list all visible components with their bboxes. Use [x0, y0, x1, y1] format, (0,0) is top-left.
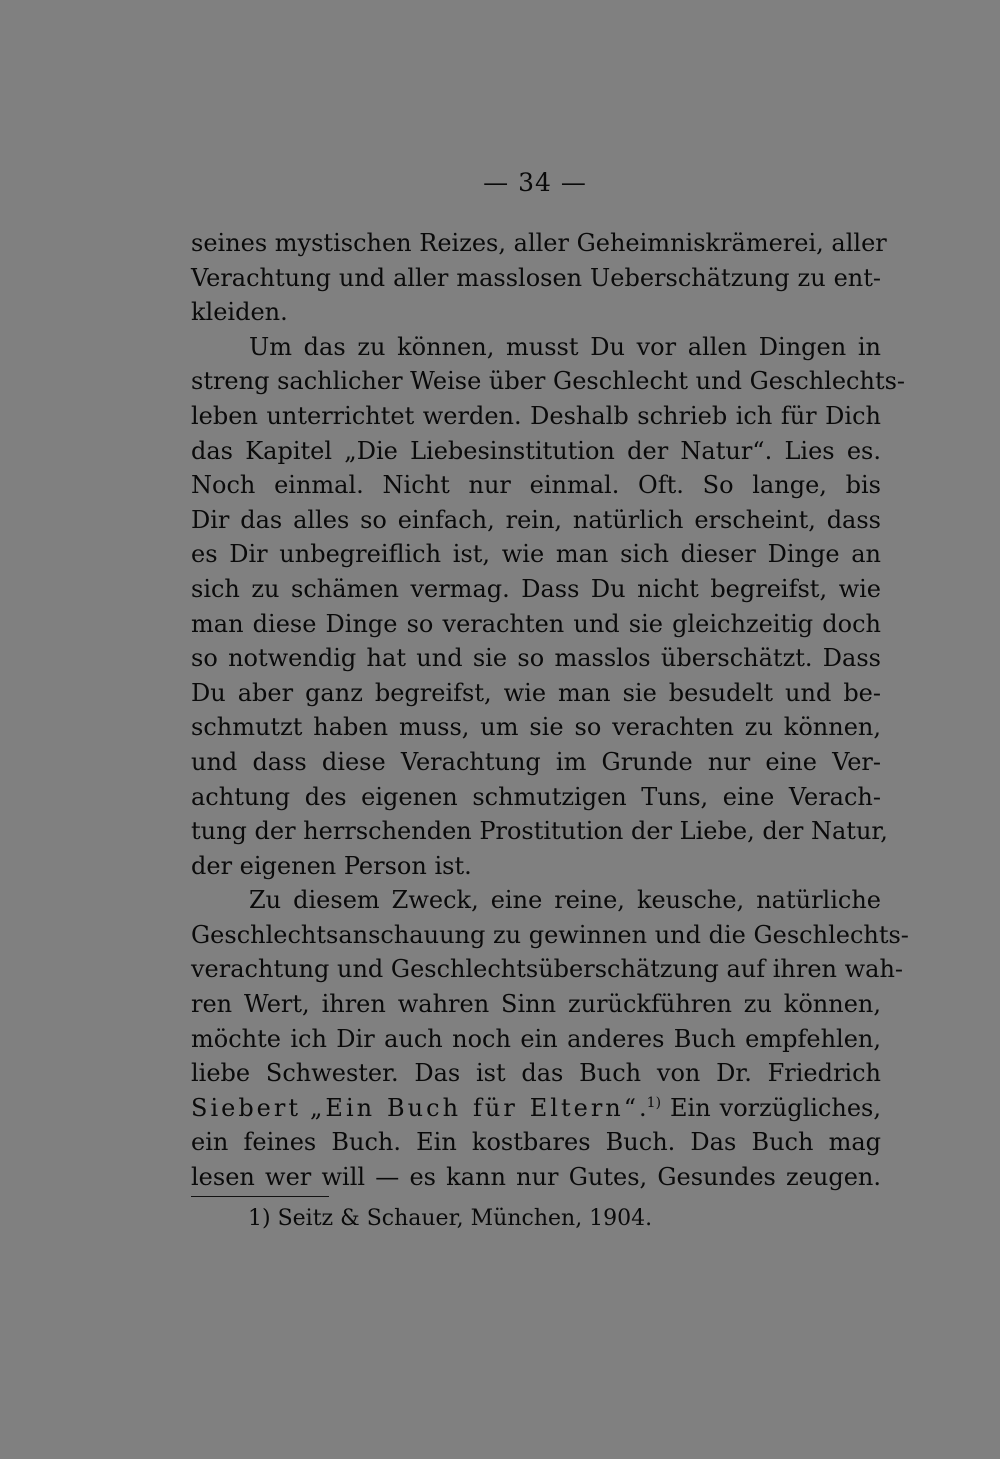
- text-line: lesen wer will — es kann nur Gutes, Gesundes zeugen.: [191, 1163, 881, 1192]
- text-line: Noch einmal. Nicht nur einmal. Oft. So lange, bis: [191, 471, 881, 500]
- text-line: und dass diese Verachtung im Grunde nur eine Ver-: [191, 747, 881, 776]
- page-number: — 34 —: [483, 168, 587, 197]
- text-line: [191, 1091, 881, 1126]
- punctuation: .: [639, 1093, 647, 1122]
- text-line: tung der herrschenden Prostitution der Liebe, der Natur,: [191, 817, 888, 846]
- text-line: ein feines Buch. Ein kostbares Buch. Das Buch mag: [191, 1128, 881, 1157]
- body-text: [191, 226, 909, 1195]
- text-line: so notwendig hat und sie so masslos überschätzt. Dass: [191, 644, 881, 673]
- text-line: man diese Dinge so verachten und sie gleichzeitig doch: [191, 609, 881, 638]
- text-line: Zu diesem Zweck, eine reine, keusche, natürliche: [249, 886, 881, 915]
- text-line: liebe Schwester. Das ist das Buch von Dr. Friedrich: [191, 1059, 881, 1088]
- text-line: achtung des eigenen schmutzigen Tuns, eine Verach-: [191, 782, 881, 811]
- text-span: Ein vorzügliches,: [661, 1093, 881, 1122]
- text-line: der eigenen Person ist.: [191, 851, 472, 880]
- text-line: Geschlechtsanschauung zu gewinnen und die Geschlechts-: [191, 920, 909, 949]
- text-line: möchte ich Dir auch noch ein anderes Buch empfehlen,: [191, 1024, 881, 1053]
- text-line: es Dir unbegreiflich ist, wie man sich dieser Dinge an: [191, 540, 881, 569]
- text-line: leben unterrichtet werden. Deshalb schrieb ich für Dich: [191, 401, 881, 430]
- text-line: Du aber ganz begreifst, wie man sie besudelt und be-: [191, 678, 881, 707]
- text-line: Dir das alles so einfach, rein, natürlich erscheint, dass: [191, 505, 881, 534]
- text-line: Verachtung und aller masslosen Ueberschätzung zu ent-: [191, 263, 881, 292]
- text-line: das Kapitel „Die Liebesinstitution der Natur“. Lies es.: [191, 436, 881, 465]
- text-line: Um das zu können, musst Du vor allen Dingen in: [249, 332, 881, 361]
- footnote-reference: 1): [646, 1094, 662, 1111]
- book-title: „Ein Buch für Eltern“: [309, 1093, 640, 1122]
- text-line: streng sachlicher Weise über Geschlecht und Geschlechts-: [191, 367, 906, 396]
- text-line: ren Wert, ihren wahren Sinn zurückführen zu können,: [191, 990, 881, 1019]
- text-line: sich zu schämen vermag. Dass Du nicht begreifst, wie: [191, 574, 881, 603]
- footnote: 1) Seitz & Schauer, München, 1904.: [248, 1206, 653, 1231]
- text-line: kleiden.: [191, 298, 288, 327]
- text-line: seines mystischen Reizes, aller Geheimniskrämerei, aller: [191, 229, 887, 257]
- text-line: schmutzt haben muss, um sie so verachten zu können,: [191, 713, 881, 742]
- author-name: Siebert: [191, 1093, 302, 1122]
- text-line: verachtung und Geschlechtsüberschätzung auf ihren wah-: [191, 955, 904, 984]
- footnote-rule: [191, 1196, 329, 1197]
